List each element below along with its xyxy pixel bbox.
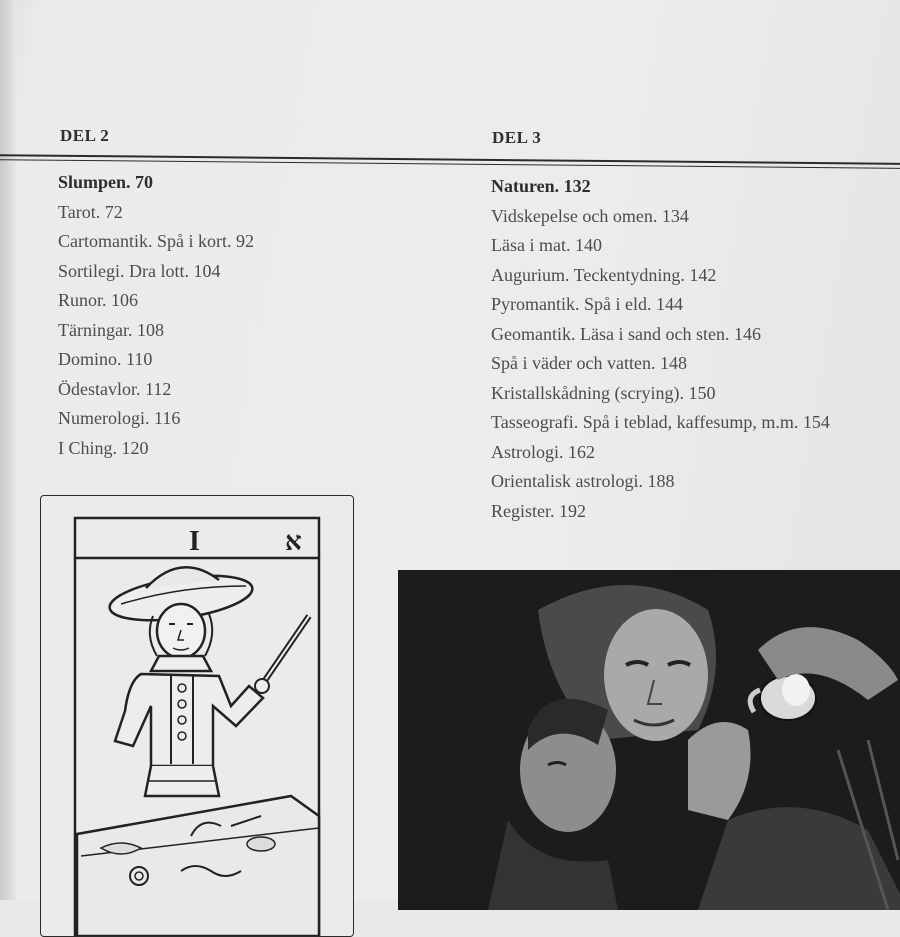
photo-engraving <box>398 570 900 910</box>
part-3-entry: Register. 192 <box>491 500 586 521</box>
part-3-entry: Pyromantik. Spå i eld. 144 <box>491 294 683 314</box>
part-2-entry: Tärningar. 108 <box>58 319 164 340</box>
part-2-entry: Cartomantik. Spå i kort. 92 <box>58 231 254 251</box>
fortune-telling-photo <box>398 570 900 910</box>
magician-table <box>77 796 319 936</box>
part-3-entry: Astrologi. 162 <box>491 441 596 462</box>
part-2-entry: Sortilegi. Dra lott. 104 <box>58 260 221 281</box>
part-3-contents <box>491 172 830 526</box>
part-3-entry: Orientalisk astrologi. 188 <box>491 471 675 491</box>
part-3-entry: Läsa i mat. 140 <box>491 235 602 255</box>
part-2-entry: Tarot. 72 <box>58 201 123 222</box>
part-3-entry: Spå i väder och vatten. 148 <box>491 353 687 373</box>
part-3-entry: Kristallskådning (scrying). 150 <box>491 382 716 403</box>
part-3-entry: Vidskepelse och omen. 134 <box>491 205 689 226</box>
tarot-card-drawing <box>41 496 353 936</box>
part-2-contents <box>58 168 254 463</box>
man-face <box>604 609 708 741</box>
part-2-entry: I Ching. 120 <box>58 437 149 458</box>
part-2-heading: DEL 2 <box>60 126 110 145</box>
card-numeral: I <box>189 526 200 557</box>
part-2-entry: Domino. 110 <box>58 349 153 369</box>
part-3-heading: DEL 3 <box>492 128 542 147</box>
page-fold-shadow <box>0 0 16 900</box>
part-3-entry: Augurium. Teckentydning. 142 <box>491 264 717 285</box>
part-3-entry: Geomantik. Läsa i sand och sten. 146 <box>491 323 761 344</box>
card-hebrew-letter: א <box>285 527 302 557</box>
magician-body <box>115 656 263 796</box>
part-2-entry: Ödestavlor. 112 <box>58 378 172 399</box>
part-3-entry: Tasseografi. Spå i teblad, kaffesump, m.m. 154 <box>491 412 830 432</box>
tarot-card-magician-illustration <box>40 495 354 937</box>
part-3-entry: Naturen. 132 <box>491 176 591 196</box>
part-2-entry: Numerologi. 116 <box>58 408 181 428</box>
part-2-entry: Slumpen. 70 <box>58 172 154 192</box>
part-2-entry: Runor. 106 <box>58 290 139 310</box>
magician-wand <box>255 616 309 693</box>
